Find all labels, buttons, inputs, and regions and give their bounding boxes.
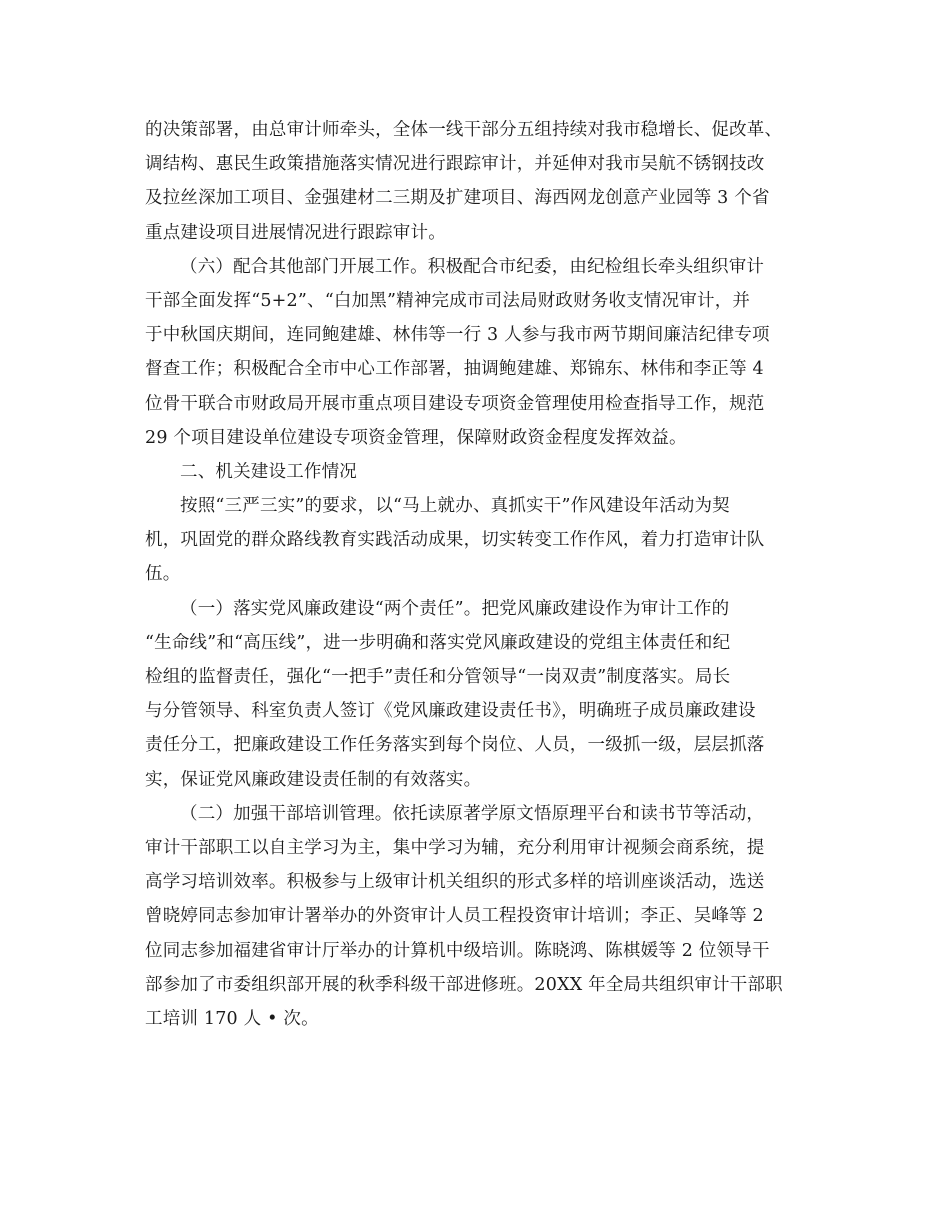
text-line: 部参加了市委组织部开展的秋季科级干部进修班。20XX 年全局共组织审计干部职	[145, 974, 783, 995]
text-line: 二、机关建设工作情况	[180, 461, 357, 482]
text-line: 伍。	[145, 564, 181, 585]
text-line: （一）落实党风廉政建设“两个责任”。把党风廉政建设作为审计工作的	[180, 598, 730, 619]
text-line: 曾晓婷同志参加审计署举办的外资审计人员工程投资审计培训；李正、吴峰等 2	[145, 906, 764, 927]
text-line: 位骨干联合市财政局开展市重点项目建设专项资金管理使用检查指导工作，规范	[145, 393, 765, 414]
text-line: 工培训 170 人 • 次。	[145, 1008, 319, 1029]
text-line: 按照“三严三实”的要求，以“马上就办、真抓实干”作风建设年活动为契	[180, 496, 730, 517]
text-line: 高学习培训效率。积极参与上级审计机关组织的形式多样的培训座谈活动，选送	[145, 872, 765, 893]
text-line: 责任分工，把廉政建设工作任务落实到每个岗位、人员，一级抓一级，层层抓落	[145, 735, 765, 756]
text-line: （六）配合其他部门开展工作。积极配合市纪委，由纪检组长牵头组织审计	[180, 256, 765, 277]
text-line: 于中秋国庆期间，连同鲍建雄、林伟等一行 3 人参与我市两节期间廉洁纪律专项	[145, 325, 770, 346]
text-line: 与分管领导、科室负责人签订《党风廉政建设责任书》，明确班子成员廉政建设	[145, 701, 756, 722]
document-body	[145, 113, 807, 1036]
text-line: 检组的监督责任，强化“一把手”责任和分管领导“一岗双责”制度落实。局长	[145, 667, 731, 687]
text-line: 调结构、惠民生政策措施落实情况进行跟踪审计，并延伸对我市吴航不锈钢技改	[145, 154, 765, 175]
text-line: 审计干部职工以自主学习为主，集中学习为辅，充分利用审计视频会商系统，提	[145, 837, 765, 858]
text-line: 位同志参加福建省审计厅举办的计算机中级培训。陈晓鸿、陈棋媛等 2 位领导干	[145, 940, 770, 961]
text-line: 干部全面发挥“5+2”、“白加黑”精神完成市司法局财政财务收支情况审计，并	[145, 290, 751, 311]
text-line: 机，巩固党的群众路线教育实践活动成果，切实转变工作作风，着力打造审计队	[145, 530, 765, 551]
text-line: 实，保证党风廉政建设责任制的有效落实。	[145, 769, 482, 790]
text-line: 29 个项目建设单位建设专项资金管理，保障财政资金程度发挥效益。	[145, 427, 687, 448]
text-line: “生命线”和“高压线”，进一步明确和落实党风廉政建设的党组主体责任和纪	[145, 632, 731, 653]
text-line: 督查工作；积极配合全市中心工作部署，抽调鲍建雄、郑锦东、林伟和李正等 4	[145, 359, 764, 380]
text-line: 重点建设项目进展情况进行跟踪审计。	[145, 222, 446, 243]
text-line: 的决策部署，由总审计师牵头，全体一线干部分五组持续对我市稳增长、促改革、	[145, 120, 783, 140]
text-line: 及拉丝深加工项目、金强建材二三期及扩建项目、海西网龙创意产业园等 3 个省	[145, 188, 770, 209]
text-line: （二）加强干部培训管理。依托读原著学原文悟原理平台和读书节等活动，	[180, 803, 765, 824]
